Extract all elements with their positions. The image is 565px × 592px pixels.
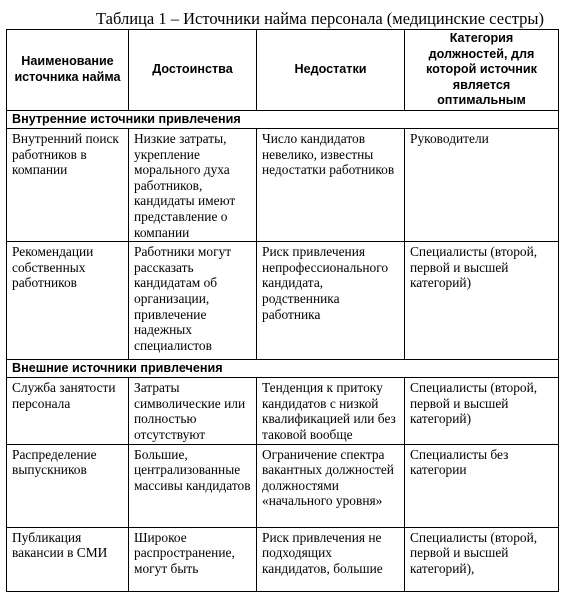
cell-advantages: Низкие затраты, укрепление морального духа работников, кандидаты имеют представление о компании <box>129 129 257 242</box>
cell-source: Распределение выпускников <box>7 444 129 527</box>
cell-disadvantages: Риск привлечения непрофессионального кандидата, родственника работника <box>257 242 405 360</box>
cell-source: Служба занятости персонала <box>7 378 129 444</box>
cell-disadvantages: Число кандидатов невелико, известны недостатки работников <box>257 129 405 242</box>
cell-category: Специалисты без категории <box>405 444 559 527</box>
cell-source: Публикация вакансии в СМИ <box>7 527 129 591</box>
section-title-external: Внешние источники привлечения <box>7 360 559 378</box>
cell-advantages: Большие, централизованные массивы кандидатов <box>129 444 257 527</box>
header-optimal-category: Категория должностей, для которой источник является оптимальным <box>405 30 559 111</box>
table-row <box>7 378 559 444</box>
section-row-external <box>7 360 559 378</box>
cell-disadvantages: Тенденция к притоку кандидатов с низкой квалификацией или без таковой вообще <box>257 378 405 444</box>
table-row <box>7 444 559 527</box>
table-header-row <box>7 30 559 111</box>
table-row <box>7 527 559 591</box>
cell-category: Специалисты (второй, первой и высшей категорий) <box>405 242 559 360</box>
cell-advantages: Широкое распространение, могут быть <box>129 527 257 591</box>
table-row <box>7 242 559 360</box>
header-disadvantages: Недостатки <box>257 30 405 111</box>
cell-disadvantages: Ограничение спектра вакантных должностей должностями «начального уровня» <box>257 444 405 527</box>
cell-advantages: Работники могут рассказать кандидатам об организации, привлечение надежных специалистов <box>129 242 257 360</box>
cell-category: Специалисты (второй, первой и высшей категорий) <box>405 378 559 444</box>
recruitment-sources-table-wrapper <box>6 29 558 592</box>
section-row-internal <box>7 111 559 129</box>
cell-source: Рекомендации собственных работников <box>7 242 129 360</box>
cell-category: Специалисты (второй, первой и высшей категорий), <box>405 527 559 591</box>
header-advantages: Достоинства <box>129 30 257 111</box>
header-source-name: Наименование источника найма <box>7 30 129 111</box>
table-caption: Таблица 1 – Источники найма персонала (медицинские сестры) <box>96 9 544 28</box>
recruitment-sources-table <box>6 29 559 592</box>
table-row <box>7 129 559 242</box>
cell-advantages: Затраты символические или полностью отсутствуют <box>129 378 257 444</box>
cell-disadvantages: Риск привлечения не подходящих кандидатов, большие <box>257 527 405 591</box>
cell-source: Внутренний поиск работников в компании <box>7 129 129 242</box>
cell-category: Руководители <box>405 129 559 242</box>
section-title-internal: Внутренние источники привлечения <box>7 111 559 129</box>
